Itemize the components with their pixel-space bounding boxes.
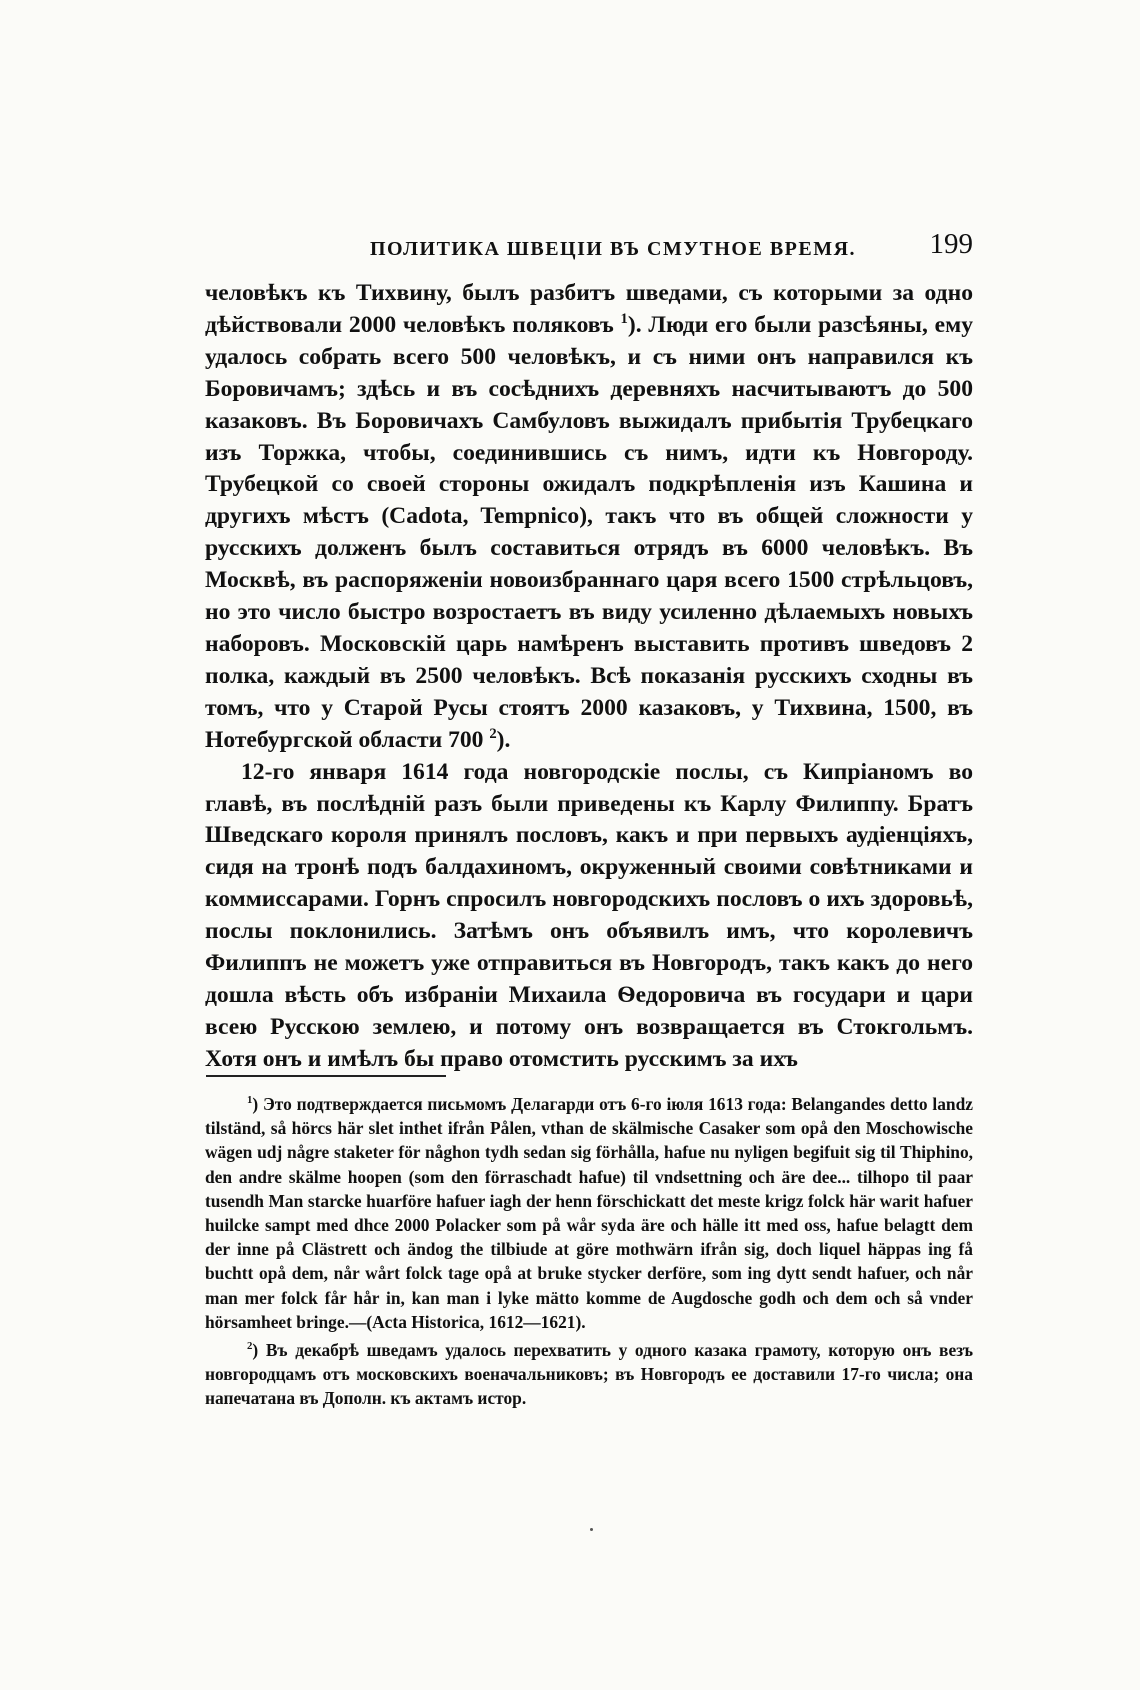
page-number: 199: [929, 228, 973, 260]
page-header: [205, 228, 973, 268]
main-text: [205, 278, 973, 1076]
footnote-2-text: ) Въ декабрѣ шведамъ удалось перехватить у одного казака грамоту, которую онъ везъ новгородцамъ отъ московскихъ военачальниковъ; въ Новгородъ ее доставили 17-го числа; она напечатана въ Дополн. къ актамъ истор.: [205, 1340, 973, 1409]
paragraph-1-part-c: ).: [496, 726, 511, 753]
footnote-2: [205, 1338, 973, 1411]
paragraph-2: 12-го января 1614 года новгородскіе послы, съ Кипріаномъ во главѣ, въ послѣдній разъ были приведены къ Карлу Филиппу. Братъ Шведскаго короля принялъ пословъ, какъ и при первыхъ аудіенціяхъ, сидя на тронѣ подъ балдахиномъ, окруженный своими совѣтниками и коммиссарами. Горнъ спросилъ новгородскихъ пословъ о ихъ здоровьѣ, послы поклонились. Затѣмъ онъ объявилъ имъ, что королевичъ Филиппъ не можетъ уже отправиться въ Новгородъ, такъ какъ до него дошла вѣсть объ избраніи Михаила Ѳедоровича въ государи и цари всею Русскою землею, и потому онъ возвращается въ Стокгольмъ. Хотя онъ и имѣлъ бы право отомстить русскимъ за ихъ: [205, 758, 973, 1072]
paper-speck: [590, 1528, 593, 1531]
footnote-1: [205, 1092, 973, 1334]
footnotes: [205, 1092, 973, 1411]
paragraph-1-part-a: человѣкъ къ Тихвину, былъ разбитъ шведами, съ которыми за одно дѣйствовали 2000 человѣкъ поляковъ: [205, 280, 973, 338]
paragraph-1-part-b: ). Люди его были разсѣяны, ему удалось собрать всего 500 человѣкъ, и съ ними онъ направился къ Боровичамъ; здѣсь и въ сосѣднихъ деревняхъ насчитываютъ до 500 казаковъ. Въ Боровичахъ Самбуловъ выжидалъ прибытія Трубецкаго изъ Торжка, чтобы, соединившись съ нимъ, идти къ Новгороду. Трубецкой со своей стороны ожидалъ подкрѣпленія изъ Кашина и другихъ мѣстъ (Cadota, Tempnico), такъ что въ общей сложности у русскихъ долженъ былъ составиться отрядъ въ 6000 человѣкъ. Въ Москвѣ, въ распоряженіи новоизбраннаго царя всего 1500 стрѣльцовъ, но это число быстро возростаетъ въ виду усиленно дѣлаемыхъ новыхъ наборовъ. Московскій царь намѣренъ выставить противъ шведовъ 2 полка, каждый въ 2500 человѣкъ. Всѣ показанія русскихъ сходны въ томъ, что у Старой Русы стоятъ 2000 казаковъ, у Тихвина, 1500, въ Нотебургской области 700: [205, 311, 973, 753]
paragraph-1: [205, 278, 973, 757]
footnote-1-text: ) Это подтверждается письмомъ Делагарди отъ 6-го іюля 1613 года: Belangandes detto landz tilständ, så hörcs här slet inthet ifrån Pålen, vthan de skälmische Casaker som opå den Moschowische wägen udj någre staketer för någhon tydh sedan sig förhålla, hafue nu nyligen begifuit sig til Thiphino, den andre skälme hoopen (som den förraschadt hafue) til vndsettning och äre dee... tilhopo til paar tusendh Man starcke huarföre hafuer iagh der henn förschickatt det meste krigz folck här warit hafuer huilcke sampt med dhce 2000 Polacker som på wår syda äre och hälle itt med oss, hafue belagtt dem der inne på Clästrett och ändog the tilbiude at göre mothwärn ifrån sig, doch liquel häppas ing få buchtt opå dem, når wårt folck tage opå at bruke stycker derföre, som ing dytt sendt hafuer, och når man mer folck får hår in, kan man i lyke mätto komme de Augdosche godh och dem och så vnder hörsamheet bringe.—(Acta Historica, 1612—1621).: [205, 1094, 973, 1332]
footnote-1-marker: 1: [247, 1094, 253, 1107]
footnote-ref-2: 2: [489, 725, 497, 742]
footnote-separator: [206, 1075, 446, 1077]
footnote-ref-1: 1: [620, 311, 628, 328]
running-title: ПОЛИТИКА ШВЕЦІИ ВЪ СМУТНОЕ ВРЕМЯ.: [370, 238, 857, 260]
footnote-2-marker: 2: [247, 1340, 253, 1353]
